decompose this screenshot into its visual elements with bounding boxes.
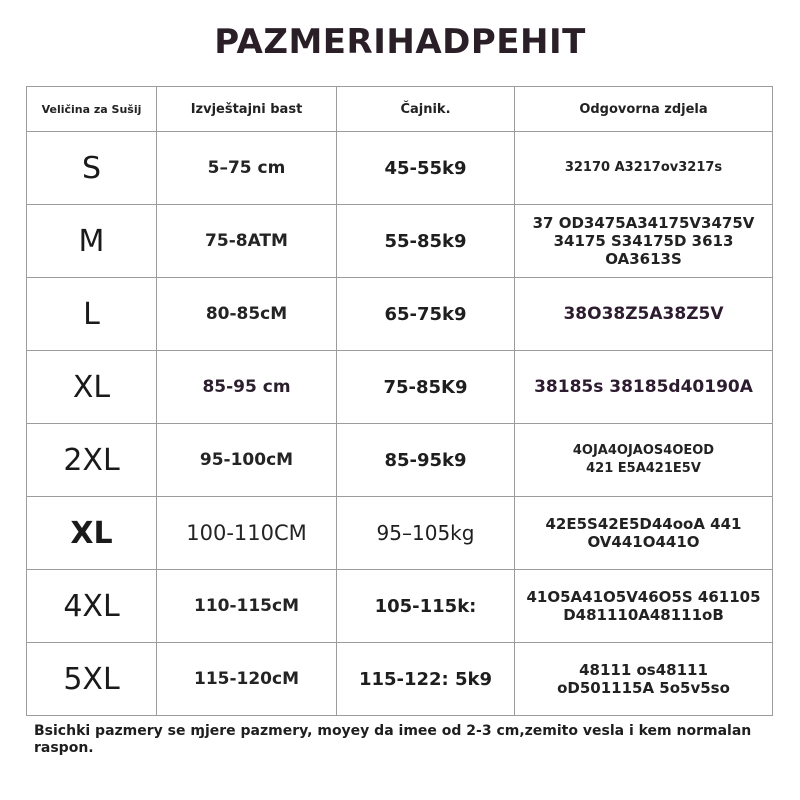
bust-cell: 115-120cM [157,643,337,716]
table-row [27,643,773,716]
code-line: 421 E5A421E5V [586,461,701,476]
weight-cell: 65-75k9 [337,278,515,351]
weight-cell: 85-95k9 [337,424,515,497]
header-bust: Izvještajni bast [157,87,337,132]
code-line: 38O38Z5A38Z5V [563,304,724,324]
code-cell [515,351,773,424]
bust-cell: 110-115cM [157,570,337,643]
weight-cell: 115-122: 5k9 [337,643,515,716]
table-row [27,132,773,205]
code-cell [515,278,773,351]
code-cell [515,132,773,205]
header-weight: Čajnik. [337,87,515,132]
table-header-row [27,87,773,132]
code-line: OA3613S [605,250,682,268]
weight-cell: 55-85k9 [337,205,515,278]
weight-cell: 95–105kg [337,497,515,570]
code-line: 48111 os48111 [579,661,708,679]
size-cell: L [27,278,157,351]
table-row [27,205,773,278]
size-cell: M [27,205,157,278]
table-row [27,497,773,570]
bust-cell: 75-8ATM [157,205,337,278]
size-cell: XL [27,351,157,424]
code-cell [515,424,773,497]
code-line: 34175 S34175D 3613 [553,232,734,250]
code-line: 41O5A41O5V46O5S 461105 [526,588,761,606]
weight-cell: 45-55k9 [337,132,515,205]
bust-cell: 85-95 cm [157,351,337,424]
code-line: OV441O441O [587,533,700,551]
size-cell: 5XL [27,643,157,716]
code-cell [515,205,773,278]
bust-cell: 80-85cM [157,278,337,351]
weight-cell: 75-85K9 [337,351,515,424]
header-size: Veličina za Sušij [27,87,157,132]
size-cell: S [27,132,157,205]
table-row [27,570,773,643]
size-chart-table [26,86,773,716]
bust-cell: 5–75 cm [157,132,337,205]
size-cell: XL [27,497,157,570]
weight-cell: 105-115k: [337,570,515,643]
code-line: 38185s 38185d40190A [534,377,753,397]
table-row [27,424,773,497]
size-cell: 2XL [27,424,157,497]
code-cell [515,643,773,716]
table-row [27,351,773,424]
page-title: PAZMERIHADPEHIT [214,22,586,62]
header-code: Odgovorna zdjela [515,87,773,132]
code-line: oD501115A 5o5v5so [557,679,730,697]
bust-cell: 95-100cM [157,424,337,497]
table-row [27,278,773,351]
code-line: D481110A48111oB [563,606,724,624]
code-line: 42E5S42E5D44ooA 441 [545,515,742,533]
code-cell [515,570,773,643]
size-cell: 4XL [27,570,157,643]
code-line: 37 OD3475A34175V3475V [532,214,755,232]
code-line: 32170 A3217ov3217s [564,160,723,175]
code-line: 4OJA4OJAOS4OEOD [572,443,715,458]
footnote: Bsichki pazmery se ɱjere pazmery, moyey da imee od 2-3 cm,zemito vesla i kem normalan raspon. [34,723,752,756]
bust-cell: 100-110CM [157,497,337,570]
code-cell [515,497,773,570]
